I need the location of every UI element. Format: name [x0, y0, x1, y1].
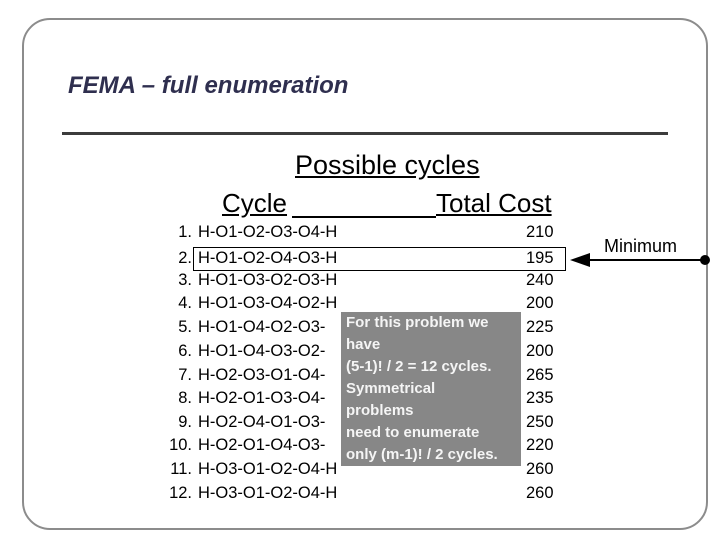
row-cost: 210 — [526, 223, 554, 241]
callout-text — [346, 312, 521, 466]
minimum-row-highlight — [193, 247, 566, 271]
row-cycle: H-O1-O2-O4-O3-H — [198, 249, 338, 267]
row-number: 6. — [178, 342, 192, 360]
row-number: 1. — [178, 223, 192, 241]
row-cycle: H-O2-O3-O1-O4- — [198, 366, 326, 384]
row-number: 12. — [169, 484, 192, 502]
row-cycle: H-O3-O1-O2-O4-H — [198, 460, 338, 478]
row-number: 7. — [178, 366, 192, 384]
row-cycle: H-O1-O3-O2-O3-H — [198, 271, 338, 289]
callout-line: (5-1)! / 2 = 12 cycles. — [346, 358, 492, 375]
row-number: 3. — [178, 271, 192, 289]
callout-box — [341, 312, 521, 466]
minimum-label: Minimum — [604, 236, 678, 256]
row-cost: 200 — [526, 342, 554, 360]
row-cycle: H-O2-O1-O4-O3- — [198, 436, 326, 454]
row-cycle: H-O3-O1-O2-O4-H — [198, 484, 338, 502]
row-cycle: H-O1-O2-O3-O4-H — [198, 223, 338, 241]
row-cycle: H-O1-O4-O2-O3- — [198, 318, 326, 336]
column-header-cost: Total Cost — [436, 188, 552, 218]
row-cost: 195 — [526, 249, 554, 267]
row-cost: 265 — [526, 366, 554, 384]
callout-line: For this problem we — [346, 314, 489, 331]
row-number: 2. — [178, 249, 192, 267]
callout-line: have — [346, 336, 381, 353]
slide-title: FEMA – full enumeration — [68, 72, 349, 99]
column-header-cycle: Cycle — [222, 188, 288, 218]
table-row — [160, 268, 570, 292]
row-cost: 235 — [526, 389, 554, 407]
callout-line: Symmetrical — [346, 380, 436, 397]
row-cost: 260 — [526, 484, 554, 502]
row-number: 8. — [178, 389, 192, 407]
row-number: 9. — [178, 413, 192, 431]
row-cost: 250 — [526, 413, 554, 431]
table-row — [160, 220, 570, 244]
row-number: 4. — [178, 294, 192, 312]
row-cycle: H-O2-O1-O3-O4- — [198, 389, 326, 407]
column-header-underline — [292, 216, 436, 218]
row-cycle: H-O1-O3-O4-O2-H — [198, 294, 338, 312]
callout-line: only (m-1)! / 2 cycles. — [346, 446, 498, 463]
row-number: 10. — [169, 436, 192, 454]
row-cycle: H-O1-O4-O3-O2- — [198, 342, 326, 360]
callout-line: need to enumerate — [346, 424, 480, 441]
row-number: 11. — [170, 460, 192, 478]
callout-line: problems — [346, 402, 414, 419]
row-cost: 225 — [526, 318, 554, 336]
table-row — [160, 481, 570, 505]
row-number: 5. — [178, 318, 192, 336]
row-cost: 220 — [526, 436, 554, 454]
row-cost: 240 — [526, 271, 554, 289]
row-cycle: H-O2-O4-O1-O3- — [198, 413, 326, 431]
row-cost: 260 — [526, 460, 554, 478]
row-cost: 200 — [526, 294, 554, 312]
section-heading: Possible cycles — [295, 150, 480, 180]
title-divider — [62, 132, 668, 135]
